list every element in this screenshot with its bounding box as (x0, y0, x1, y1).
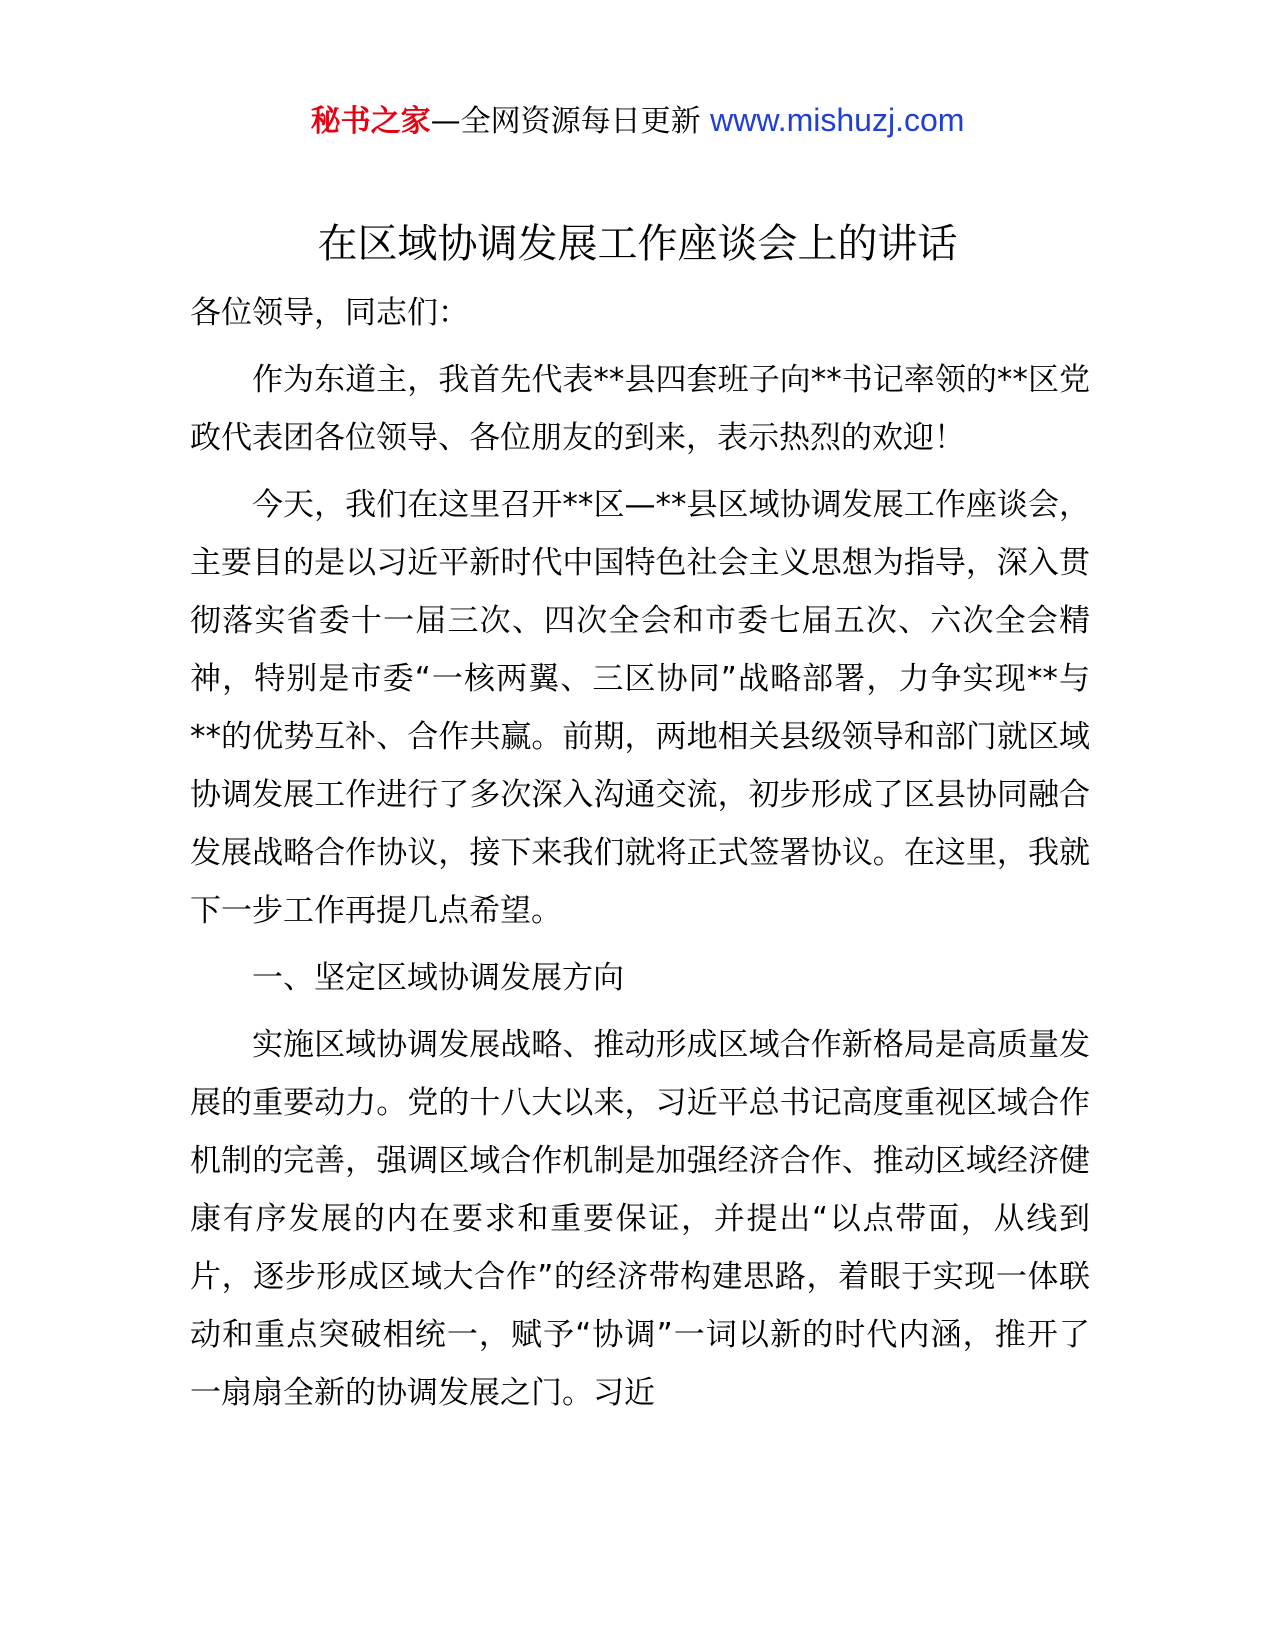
site-header (0, 98, 1275, 144)
brand-name: 秘书之家 (310, 104, 431, 139)
document-title: 在区域协调发展工作座谈会上的讲话 (317, 221, 958, 267)
paragraph-strategy: 实施区域协调发展战略、推动形成区域合作新格局是高质量发展的重要动力。党的十八大以来，习近平总书记高度重视区域合作机制的完善，强调区域合作机制是加强经济合作、推动区域经济健康有序发展的内在要求和重要保证，并提出“以点带面，从线到片，逐步形成区域大合作”的经济带构建思路，着眼于实现一体联动和重点突破相统一，赋予“协调”一词以新的时代内涵，推开了一扇扇全新的协调发展之门。习近 (190, 1027, 1090, 1411)
paragraph-welcome: 作为东道主，我首先代表**县四套班子向**书记率领的**区党政代表团各位领导、各位朋友的到来，表示热烈的欢迎！ (190, 362, 1090, 456)
section-heading-1: 一、坚定区域协调发展方向 (252, 960, 624, 996)
document-body (190, 284, 1090, 1431)
salutation: 各位领导，同志们： (190, 295, 469, 331)
site-url-link[interactable]: www.mishuzj.com (710, 102, 965, 138)
header-slogan: —全网资源每日更新 (430, 104, 711, 139)
paragraph-purpose: 今天，我们在这里召开**区—**县区域协调发展工作座谈会，主要目的是以习近平新时代中国特色社会主义思想为指导，深入贯彻落实省委十一届三次、四次全会和市委七届五次、六次全会精神，特别是市委“一核两翼、三区协同”战略部署，力争实现**与**的优势互补、合作共赢。前期，两地相关县级领导和部门就区域协调发展工作进行了多次深入沟通交流，初步形成了区县协同融合发展战略合作协议，接下来我们就将正式签署协议。在这里，我就下一步工作再提几点希望。 (190, 487, 1090, 929)
